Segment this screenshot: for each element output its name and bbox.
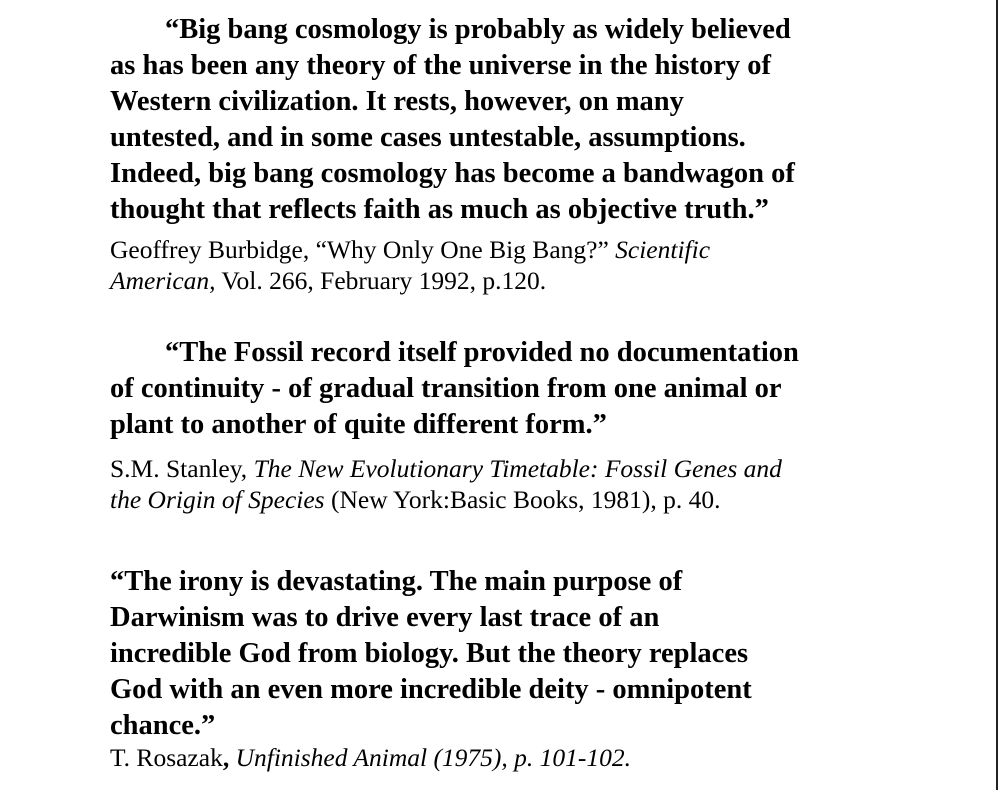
quote-line: as has been any theory of the universe in the history of	[110, 50, 772, 81]
quote-line: “The irony is devastating. The main purpose of	[110, 566, 683, 597]
quote-line: Western civilization. It rests, however, on many	[110, 86, 684, 117]
citation-text: T. Rosazak	[110, 743, 223, 772]
page-edge-rule	[996, 0, 998, 790]
citation-stanley	[110, 453, 870, 515]
quote-line: incredible God from biology. But the theory replaces	[110, 638, 749, 669]
citation-text: S.M. Stanley,	[110, 454, 254, 483]
citation-title: the Origin of Species	[110, 485, 325, 514]
citation-text: (New York:Basic Books, 1981), p. 40.	[324, 485, 721, 514]
quote-line: thought that reflects faith as much as objective truth.”	[110, 194, 769, 225]
citation-title: Unfinished Animal (1975), p. 101-102.	[229, 743, 632, 772]
quote-line: “The Fossil record itself provided no documentation	[165, 337, 799, 368]
citation-burbidge	[110, 234, 870, 296]
quote-line: plant to another of quite different form.”	[110, 409, 607, 440]
citation-title: American,	[110, 266, 216, 295]
citation-comma: ,	[222, 743, 230, 772]
citation-title: Scientific	[615, 235, 711, 264]
quote-line: of continuity - of gradual transition from one animal or	[110, 373, 782, 404]
quote-burbidge	[110, 12, 870, 228]
citation-title: The New Evolutionary Timetable: Fossil Genes and	[253, 454, 782, 483]
quote-line: God with an even more incredible deity - omnipotent	[110, 674, 752, 705]
quote-stanley	[110, 335, 870, 443]
quote-line: “Big bang cosmology is probably as widely believed	[165, 14, 791, 45]
quote-line: chance.”	[110, 710, 216, 741]
quote-line: Indeed, big bang cosmology has become a bandwagon of	[110, 158, 795, 189]
quote-line: Darwinism was to drive every last trace of an	[110, 602, 660, 633]
quote-line: untested, and in some cases untestable, assumptions.	[110, 122, 746, 153]
citation-rosazak	[110, 742, 870, 773]
citation-text: Vol. 266, February 1992, p.120.	[215, 266, 547, 295]
citation-text: Geoffrey Burbidge, “Why Only One Big Bang?”	[110, 235, 616, 264]
quote-rosazak	[110, 564, 870, 744]
